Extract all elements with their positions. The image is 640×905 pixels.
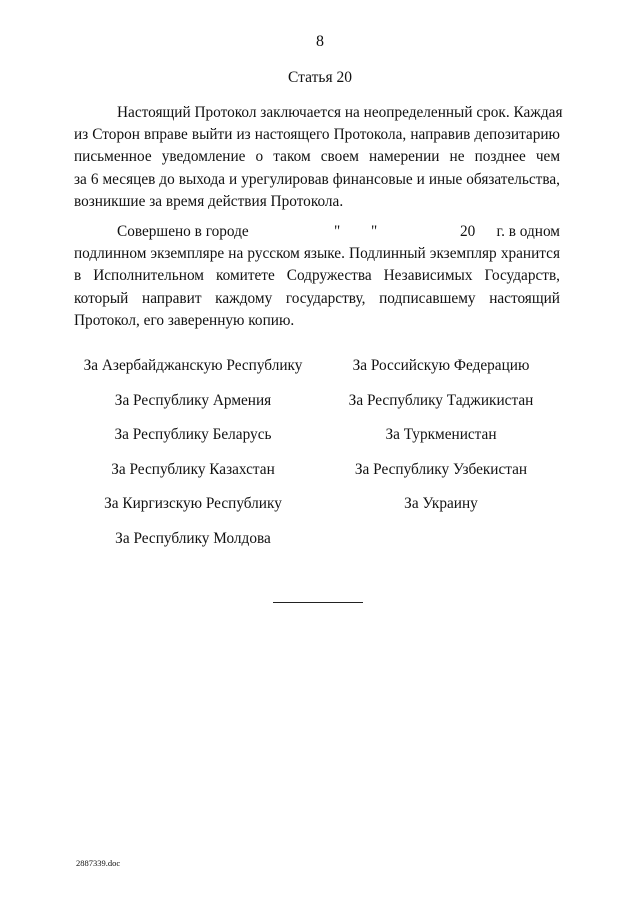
signature-line: За Республику Казахстан bbox=[111, 460, 275, 478]
footer-file-name: 2887339.doc bbox=[76, 858, 121, 868]
signature-line: За Российскую Федерацию bbox=[352, 357, 530, 374]
signature-line: За Азербайджанскую Республику bbox=[83, 357, 303, 374]
paragraph-line: за 6 месяцев до выхода и урегулировав финансовые и иные обязательства, bbox=[74, 170, 560, 188]
year-suffix: г. в одном bbox=[496, 223, 560, 240]
quote-close: " bbox=[371, 223, 378, 240]
paragraph-line: который направит каждому государству, подписавшему настоящий bbox=[74, 289, 560, 307]
signatures-right-column bbox=[311, 356, 571, 529]
signature-line: За Украину bbox=[404, 495, 478, 512]
paragraph-term bbox=[74, 102, 563, 213]
signature-line: За Киргизскую Республику bbox=[104, 495, 282, 512]
year-prefix: 20 bbox=[460, 223, 476, 240]
signature-line: За Туркменистан bbox=[385, 426, 497, 443]
paragraph-line-with-blanks bbox=[74, 221, 560, 243]
signature-line: За Республику Узбекистан bbox=[354, 460, 528, 478]
paragraph-line: в Исполнительном комитете Содружества Независимых Государств, bbox=[74, 267, 560, 285]
signature-line: За Республику Беларусь bbox=[114, 426, 272, 443]
signature-line: За Республику Таджикистан bbox=[348, 391, 534, 409]
paragraph-line: возникшие за время действия Протокола. bbox=[74, 192, 344, 210]
quote-open: " bbox=[334, 223, 341, 240]
paragraph-line: подлинном экземпляре на русском языке. Подлинный экземпляр хранится bbox=[74, 245, 560, 263]
article-title: Статья 20 bbox=[288, 69, 352, 86]
paragraph-line: Протокол, его заверенную копию. bbox=[74, 311, 295, 329]
signature-line: За Республику Армения bbox=[114, 391, 272, 409]
signature-line: За Республику Молдова bbox=[115, 529, 271, 547]
paragraph-line: письменное уведомление о таком своем намерении не позднее чем bbox=[74, 148, 560, 166]
paragraph-done-at bbox=[74, 221, 560, 332]
paragraph-line: Настоящий Протокол заключается на неопределенный срок. Каждая bbox=[117, 104, 563, 121]
signatures-left-column bbox=[63, 356, 323, 563]
done-in-city-label: Совершено в городе bbox=[117, 223, 249, 240]
end-of-document-rule bbox=[273, 602, 363, 603]
paragraph-line: из Сторон вправе выйти из настоящего Протокола, направив депозитарию bbox=[74, 126, 560, 144]
page-number: 8 bbox=[316, 33, 324, 50]
